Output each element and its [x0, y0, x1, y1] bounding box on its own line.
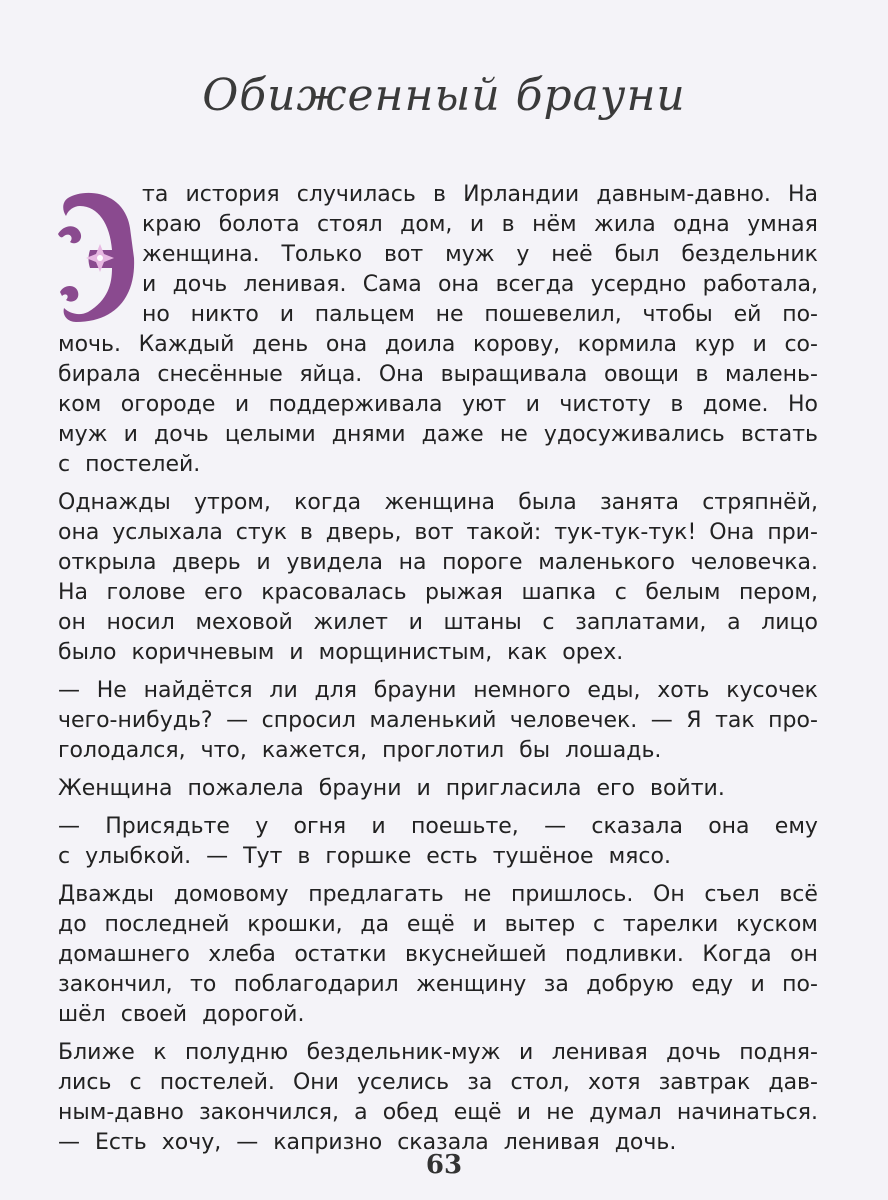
text-line: открыла дверь и увидела на пороге маленького человечка.: [58, 550, 818, 575]
text-line: закончил, то поблагодарил женщину за добрую еду и по-: [58, 972, 818, 997]
text-line: краю болота стоял дом, и в нём жила одна умная: [142, 212, 818, 237]
text-line: муж и дочь целыми днями даже не удосуживались встать: [58, 422, 818, 447]
text-line: он носил меховой жилет и штаны с заплатами, а лицо: [58, 610, 818, 635]
text-line: ком огороде и поддерживала уют и чистоту в доме. Но: [58, 392, 818, 417]
text-line: было коричневым и морщинистым, как орех.: [58, 640, 624, 665]
text-line: домашнего хлеба остатки вкуснейшей подливки. Когда он: [58, 942, 818, 967]
text-line: Женщина пожалела брауни и пригласила его войти.: [58, 776, 725, 801]
paragraph: [58, 180, 818, 480]
paragraph: [58, 774, 818, 804]
text-line: женщина. Только вот муж у неё был бездельник: [142, 242, 818, 267]
text-line: Ближе к полудню бездельник-муж и ленивая дочь подня-: [58, 1040, 818, 1065]
story-text: [58, 180, 818, 1158]
text-line: чего-нибудь? — спросил маленький человечек. — Я так про-: [58, 708, 818, 733]
text-line: Однажды утром, когда женщина была занята стряпнёй,: [58, 490, 818, 515]
text-line: та история случилась в Ирландии давным-давно. На: [142, 182, 818, 207]
text-line: ным-давно закончился, а обед ещё и не думал начинаться.: [58, 1100, 818, 1125]
text-line: — Есть хочу, — капризно сказала ленивая дочь.: [58, 1130, 677, 1155]
paragraph: [58, 1038, 818, 1158]
text-line: мочь. Каждый день она доила корову, кормила кур и со-: [58, 332, 818, 357]
text-line: голодался, что, кажется, проглотил бы лошадь.: [58, 738, 662, 763]
text-line: и дочь ленивая. Сама она всегда усердно работала,: [142, 272, 818, 297]
text-line: до последней крошки, да ещё и вытер с тарелки куском: [58, 912, 818, 937]
text-line: но никто и пальцем не пошевелил, чтобы ей по-: [142, 302, 818, 327]
text-line: Дважды домовому предлагать не пришлось. Он съел всё: [58, 882, 818, 907]
text-line: — Не найдётся ли для брауни немного еды, хоть кусочек: [58, 678, 818, 703]
text-line: с улыбкой. — Тут в горшке есть тушёное мясо.: [58, 844, 671, 869]
page-title: Обиженный брауни: [202, 70, 686, 121]
text-line: — Присядьте у огня и поешьте, — сказала она ему: [58, 814, 818, 839]
paragraph: [58, 812, 818, 872]
page-number: 63: [425, 1150, 463, 1180]
text-line: лись с постелей. Они уселись за стол, хотя завтрак дав-: [58, 1070, 818, 1095]
paragraph: [58, 880, 818, 1030]
text-line: шёл своей дорогой.: [58, 1002, 305, 1027]
text-line: она услыхала стук в дверь, вот такой: тук-тук-тук! Она при-: [58, 520, 818, 545]
paragraph: [58, 676, 818, 766]
paragraph: [58, 488, 818, 668]
text-line: бирала снесённые яйца. Она выращивала овощи в малень-: [58, 362, 818, 387]
text-line: с постелей.: [58, 452, 201, 477]
text-line: На голове его красовалась рыжая шапка с белым пером,: [58, 580, 818, 605]
